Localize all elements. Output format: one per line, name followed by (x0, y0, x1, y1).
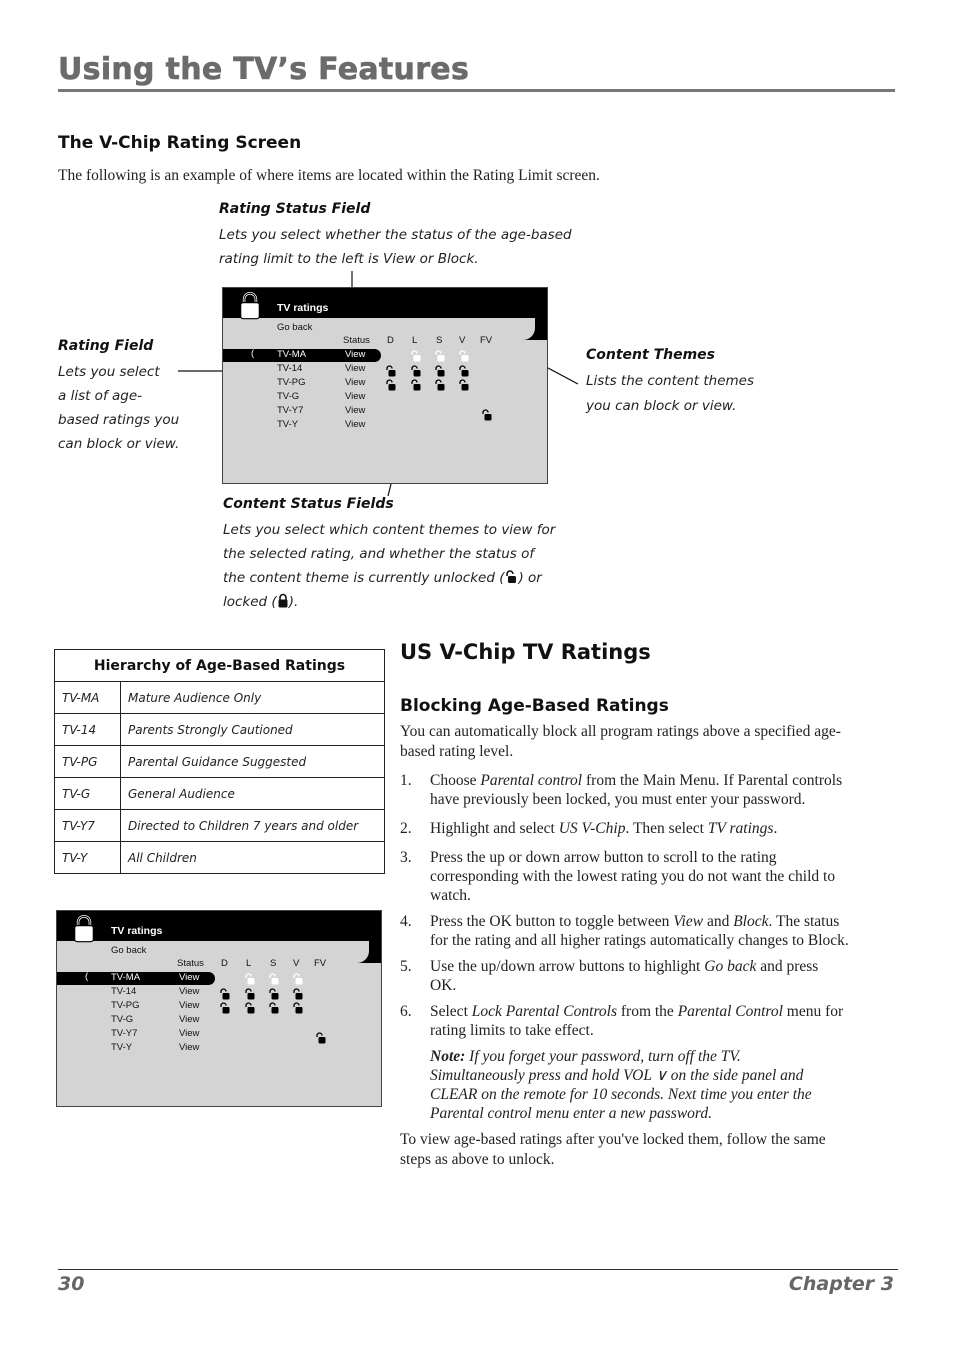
column-l: L (412, 335, 418, 346)
rating-code: TV-14 (55, 714, 121, 746)
content-unlocked-icon[interactable] (410, 350, 422, 362)
us-vchip-intro-line1: You can automatically block all program ratings above a specified age- (400, 723, 841, 740)
step-text: menu for (782, 1003, 844, 1020)
column-s: S (436, 335, 443, 346)
table-row (55, 682, 385, 714)
step-text-italic: TV ratings (707, 820, 774, 837)
note-text: Parental control menu enter a new password. (430, 1105, 712, 1122)
content-unlocked-icon[interactable] (268, 973, 280, 985)
content-locked-icon[interactable] (458, 365, 470, 377)
step-text-italic: Go back (704, 958, 757, 975)
tv-goback-item[interactable]: Go back (111, 945, 147, 956)
step-number: 4. (400, 913, 412, 930)
step-text: and (703, 913, 734, 930)
step-text: . (773, 820, 778, 837)
step-text: Select (430, 1003, 472, 1020)
rating-status[interactable]: View (179, 972, 200, 983)
rating-code: TV-MA (55, 682, 121, 714)
callout-content-themes-title: Content Themes (586, 347, 716, 363)
content-locked-icon[interactable] (434, 379, 446, 391)
step-text: Highlight and select (430, 820, 559, 837)
step-text: for the rating and all higher ratings automatically changes to Block. (430, 932, 849, 949)
step-text: . Then select (625, 820, 708, 837)
callout-text: ) or (518, 570, 542, 586)
callout-rating-field-line4: can block or view. (58, 436, 180, 452)
callout-text: locked ( (223, 594, 277, 610)
rating-status[interactable]: View (179, 1000, 200, 1011)
callout-content-status-line1: Lets you select which content themes to view for (223, 522, 556, 538)
callout-rating-status-line2: rating limit to the left is View or Block. (219, 251, 479, 267)
note-label: Note: (430, 1048, 466, 1065)
step-text: OK. (430, 977, 457, 994)
tv-header-bar (223, 288, 547, 318)
column-d: D (387, 335, 394, 346)
column-fv: FV (314, 958, 327, 969)
step-number: 2. (400, 820, 412, 837)
column-l: L (246, 958, 252, 969)
rating-item[interactable]: TV-Y (277, 419, 299, 430)
hierarchy-table-heading: Hierarchy of Age-Based Ratings (55, 650, 385, 682)
page-number: 30 (58, 1273, 85, 1295)
step-text-italic: Parental Control (677, 1003, 783, 1020)
step-text-italic: Lock Parental Controls (471, 1003, 617, 1020)
table-row (55, 746, 385, 778)
column-s: S (270, 958, 277, 969)
callout-rating-field-line2: a list of age- (58, 388, 143, 404)
table-row (55, 778, 385, 810)
step-number: 1. (400, 772, 412, 789)
column-status: Status (177, 958, 204, 969)
section-intro: The following is an example of where items are located within the Rating Limit screen. (58, 167, 600, 184)
step-text-italic: US V-Chip (558, 820, 626, 837)
step-text-italic: View (673, 913, 704, 930)
content-unlocked-icon[interactable] (244, 973, 256, 985)
table-row (55, 810, 385, 842)
content-locked-icon[interactable] (410, 379, 422, 391)
callout-content-status-line2: the selected rating, and whether the status of (223, 546, 535, 562)
tv-screen-title: TV ratings (277, 302, 329, 314)
rating-status[interactable]: View (345, 363, 366, 374)
content-locked-icon[interactable] (410, 365, 422, 377)
rating-code: TV-G (55, 778, 121, 810)
callout-content-status-title: Content Status Fields (223, 496, 394, 512)
outro-line2: steps as above to unlock. (400, 1151, 555, 1168)
rating-meaning: Parental Guidance Suggested (121, 746, 385, 778)
rating-meaning: General Audience (121, 778, 385, 810)
content-locked-icon[interactable] (244, 1002, 256, 1014)
step-number: 3. (400, 849, 412, 866)
note-text: Simultaneously press and hold VOL ∨ on the side panel and (430, 1067, 804, 1084)
rating-item[interactable]: TV-14 (277, 363, 303, 374)
table-row (55, 842, 385, 874)
section-heading-vchip-rating-screen: The V-Chip Rating Screen (58, 133, 302, 153)
step-text: Press the up or down arrow button to scroll to the rating (430, 849, 777, 866)
tv-ratings-screen-2 (56, 910, 382, 1107)
content-locked-icon[interactable] (385, 379, 397, 391)
content-locked-icon[interactable] (268, 1002, 280, 1014)
callout-text: the content theme is currently unlocked ( (223, 570, 505, 586)
selection-cursor: ( (85, 971, 89, 982)
padlock-icon (73, 914, 95, 944)
column-fv: FV (480, 335, 493, 346)
column-d: D (221, 958, 228, 969)
note-text: If you forget your password, turn off the TV. (465, 1048, 741, 1065)
rating-code: TV-Y (55, 842, 121, 874)
subheading-blocking-age-based: Blocking Age-Based Ratings (400, 696, 669, 716)
rating-item[interactable]: TV-G (277, 391, 300, 402)
content-locked-icon[interactable] (244, 988, 256, 1000)
rating-status[interactable]: View (345, 405, 366, 416)
rating-status[interactable]: View (345, 349, 366, 360)
rating-status[interactable]: View (179, 1014, 200, 1025)
callout-content-themes-line2: you can block or view. (586, 398, 737, 414)
column-status: Status (343, 335, 370, 346)
content-locked-icon[interactable] (434, 365, 446, 377)
content-unlocked-icon[interactable] (434, 350, 446, 362)
tv-goback-band (223, 318, 547, 340)
note-text: CLEAR on the remote for 10 seconds. Next time you enter the (430, 1086, 812, 1103)
content-locked-icon[interactable] (458, 379, 470, 391)
step-text: Press the OK button to toggle between (430, 913, 674, 930)
padlock-icon (239, 291, 261, 321)
rating-status[interactable]: View (179, 1042, 200, 1053)
column-v: V (459, 335, 466, 346)
us-vchip-intro-line2: based rating level. (400, 743, 514, 760)
rating-meaning: All Children (121, 842, 385, 874)
callout-text: ). (288, 594, 299, 610)
rating-status[interactable]: View (345, 391, 366, 402)
callout-rating-field-line1: Lets you select (58, 364, 160, 380)
rating-status[interactable]: View (179, 1028, 200, 1039)
step-text: . The status (768, 913, 840, 930)
step-number: 6. (400, 1003, 412, 1020)
tv-header-bar (57, 911, 381, 941)
rating-item[interactable]: TV-PG (277, 377, 306, 388)
rating-item[interactable]: TV-G (111, 1014, 134, 1025)
callout-content-themes-line1: Lists the content themes (586, 373, 754, 389)
content-locked-icon[interactable] (385, 365, 397, 377)
selection-cursor: ( (251, 348, 255, 359)
rating-item[interactable]: TV-MA (277, 349, 307, 360)
rating-status[interactable]: View (179, 986, 200, 997)
step-text: and press (756, 958, 819, 975)
rating-item[interactable]: TV-Y (111, 1042, 133, 1053)
step-text: Choose (430, 772, 481, 789)
step-text: have previously been locked, you must enter your password. (430, 791, 806, 808)
tv-goback-item[interactable]: Go back (277, 322, 313, 333)
chapter-label: Chapter 3 (788, 1273, 894, 1295)
step-text: corresponding with the lowest rating you do not want the child to (430, 868, 836, 885)
step-text: from the Main Menu. If Parental controls (582, 772, 843, 789)
rating-item[interactable]: TV-Y7 (111, 1028, 138, 1039)
callout-rating-status-title: Rating Status Field (219, 201, 371, 217)
step-text: rating limits to take effect. (430, 1022, 594, 1039)
rating-item[interactable]: TV-14 (111, 986, 137, 997)
content-locked-icon[interactable] (219, 988, 231, 1000)
rating-status[interactable]: View (345, 377, 366, 388)
rating-item[interactable]: TV-MA (111, 972, 141, 983)
step-text: from the (617, 1003, 678, 1020)
rating-meaning: Mature Audience Only (121, 682, 385, 714)
content-locked-icon[interactable] (292, 988, 304, 1000)
callout-rating-field-line3: based ratings you (58, 412, 180, 428)
rating-item[interactable]: TV-PG (111, 1000, 140, 1011)
content-locked-icon[interactable] (219, 1002, 231, 1014)
outro-line1: To view age-based ratings after you've locked them, follow the same (400, 1131, 826, 1148)
step-text-italic: Block (733, 913, 769, 930)
step-text: watch. (430, 887, 471, 904)
tv-ratings-screen (222, 287, 548, 484)
column-v: V (293, 958, 300, 969)
rating-meaning: Parents Strongly Cautioned (121, 714, 385, 746)
rating-code: TV-Y7 (55, 810, 121, 842)
content-locked-icon[interactable] (315, 1032, 327, 1044)
callout-rating-status-line1: Lets you select whether the status of the age-based (219, 227, 572, 243)
content-unlocked-icon[interactable] (458, 350, 470, 362)
rating-code: TV-PG (55, 746, 121, 778)
tv-screen-title: TV ratings (111, 925, 163, 937)
content-locked-icon[interactable] (292, 1002, 304, 1014)
content-unlocked-icon[interactable] (292, 973, 304, 985)
page-title: Using the TV’s Features (58, 52, 470, 87)
note (430, 1047, 812, 1123)
callout-rating-field-title: Rating Field (58, 338, 154, 354)
rating-item[interactable]: TV-Y7 (277, 405, 304, 416)
footer-rule (58, 1269, 898, 1270)
content-locked-icon[interactable] (481, 409, 493, 421)
content-locked-icon[interactable] (268, 988, 280, 1000)
rating-status[interactable]: View (345, 419, 366, 430)
tv-goback-band (57, 941, 381, 963)
table-row (55, 714, 385, 746)
step-number: 5. (400, 958, 412, 975)
section-heading-us-vchip: US V-Chip TV Ratings (400, 640, 651, 664)
step-text-italic: Parental control (480, 772, 583, 789)
hierarchy-table (54, 649, 385, 874)
rating-meaning: Directed to Children 7 years and older (121, 810, 385, 842)
step-text: Use the up/down arrow buttons to highlight (430, 958, 705, 975)
